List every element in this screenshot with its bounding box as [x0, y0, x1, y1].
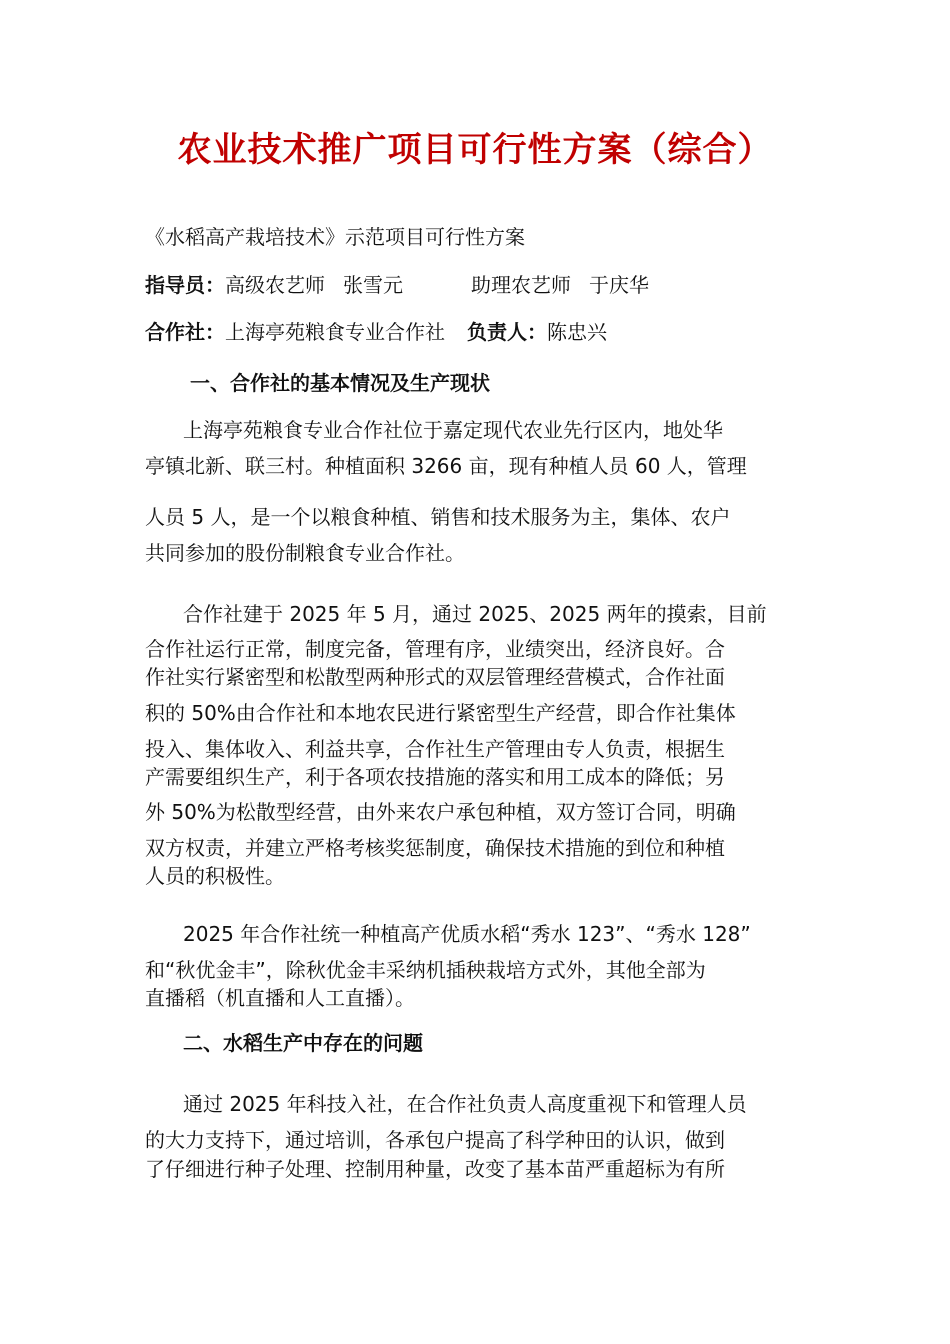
paragraph-line: 合作社运行正常，制度完备，管理有序，业绩突出，经济良好。合 — [145, 637, 725, 661]
paragraph-line: 了仔细进行种子处理、控制用种量，改变了基本苗严重超标为有所 — [145, 1157, 725, 1181]
paragraph-line: 2025 年合作社统一种植高产优质水稻“秀水 123”、“秀水 128” — [183, 922, 751, 946]
paragraph-line: 亭镇北新、联三村。种植面积 3266 亩，现有种植人员 60 人，管理 — [145, 454, 747, 478]
section-1-heading: 一、合作社的基本情况及生产现状 — [190, 371, 490, 395]
paragraph-line: 产需要组织生产，利于各项农技措施的落实和用工成本的降低；另 — [145, 765, 725, 789]
document-subtitle: 《水稻高产栽培技术》示范项目可行性方案 — [145, 225, 525, 249]
paragraph-line: 外 50%为松散型经营，由外来农户承包种植，双方签订合同，明确 — [145, 800, 736, 824]
paragraph-line: 和“秋优金丰”，除秋优金丰采纳机插秧栽培方式外，其他全部为 — [145, 958, 706, 982]
guide-title-2: 助理农艺师 — [471, 273, 571, 297]
paragraph-line: 直播稻（机直播和人工直播）。 — [145, 986, 415, 1010]
paragraph-line: 通过 2025 年科技入社，在合作社负责人高度重视下和管理人员 — [183, 1092, 747, 1116]
guide-name-1: 张雪元 — [343, 273, 403, 297]
paragraph-line: 积的 50%由合作社和本地农民进行紧密型生产经营，即合作社集体 — [145, 701, 736, 725]
paragraph-line: 的大力支持下，通过培训，各承包户提高了科学种田的认识，做到 — [145, 1128, 725, 1152]
paragraph-line: 人员的积极性。 — [145, 864, 285, 888]
paragraph-line: 合作社建于 2025 年 5 月，通过 2025、2025 两年的摸索，目前 — [183, 602, 767, 626]
paragraph-line: 上海亭苑粮食专业合作社位于嘉定现代农业先行区内，地处华 — [183, 418, 723, 442]
paragraph-line: 共同参加的股份制粮食专业合作社。 — [145, 541, 465, 565]
coop-line — [145, 318, 805, 346]
guide-name-2: 于庆华 — [589, 273, 649, 297]
guide-title-1: 高级农艺师 — [225, 273, 325, 297]
guide-line — [145, 271, 805, 299]
owner-name: 陈忠兴 — [547, 320, 607, 344]
paragraph-line: 作社实行紧密型和松散型两种形式的双层管理经营模式，合作社面 — [145, 665, 725, 689]
coop-label: 合作社： — [145, 320, 225, 344]
paragraph-line: 双方权责，并建立严格考核奖惩制度，确保技术措施的到位和种植 — [145, 836, 725, 860]
document-title: 农业技术推广项目可行性方案（综合） — [177, 130, 773, 170]
paragraph-line: 投入、集体收入、利益共享，合作社生产管理由专人负责，根据生 — [145, 737, 725, 761]
section-2-heading: 二、水稻生产中存在的问题 — [183, 1031, 423, 1055]
paragraph-line: 人员 5 人，是一个以粮食种植、销售和技术服务为主，集体、农户 — [145, 505, 731, 529]
coop-name: 上海亭苑粮食专业合作社 — [225, 320, 445, 344]
owner-label: 负责人： — [467, 320, 547, 344]
guide-label: 指导员： — [145, 273, 225, 297]
